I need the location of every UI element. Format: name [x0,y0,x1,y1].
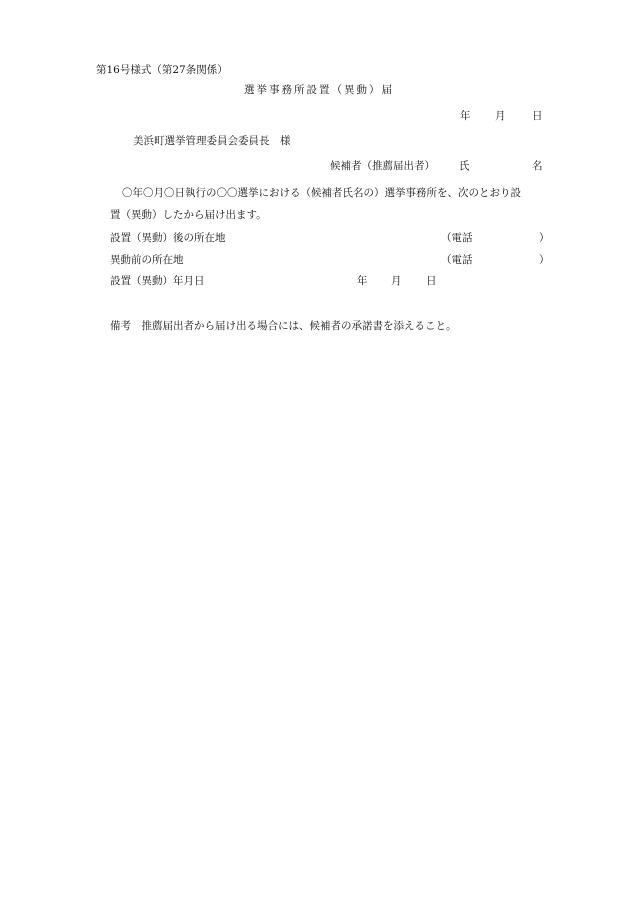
setup-date-month: 月 [391,275,402,287]
form-number: 第16号様式（第27条関係） [96,64,228,76]
date-year: 年 [460,110,471,122]
date-month: 月 [495,110,506,122]
old-address-label: 異動前の所在地 [110,254,184,266]
setup-date-day: 日 [426,275,437,287]
setup-date-label: 設置（異動）年月日 [110,275,205,287]
body-text-line2: 置（異動）したから届け出ます。 [110,209,267,221]
date-day: 日 [532,110,543,122]
old-address-phone-close: ） [539,254,550,266]
new-address-label: 設置（異動）後の所在地 [110,232,226,244]
old-address-phone-open: （電話 [441,254,473,266]
setup-date-year: 年 [357,275,368,287]
form-title: 選挙事務所設置（異動）届 [244,84,394,96]
applicant-label: 候補者（推薦届出者） [330,160,435,172]
new-address-phone-close: ） [539,232,550,244]
remarks-note: 備考 推薦届出者から届け出る場合には、候補者の承諾書を添えること。 [110,320,457,332]
applicant-name-first: 氏 [459,160,470,172]
applicant-name-last: 名 [532,160,543,172]
new-address-phone-open: （電話 [441,232,473,244]
addressee: 美浜町選挙管理委員会委員長 様 [133,135,291,147]
body-text-line1: 〇年〇月〇日執行の〇〇選挙における（候補者氏名の）選挙事務所を、次のとおり設 [122,187,521,199]
